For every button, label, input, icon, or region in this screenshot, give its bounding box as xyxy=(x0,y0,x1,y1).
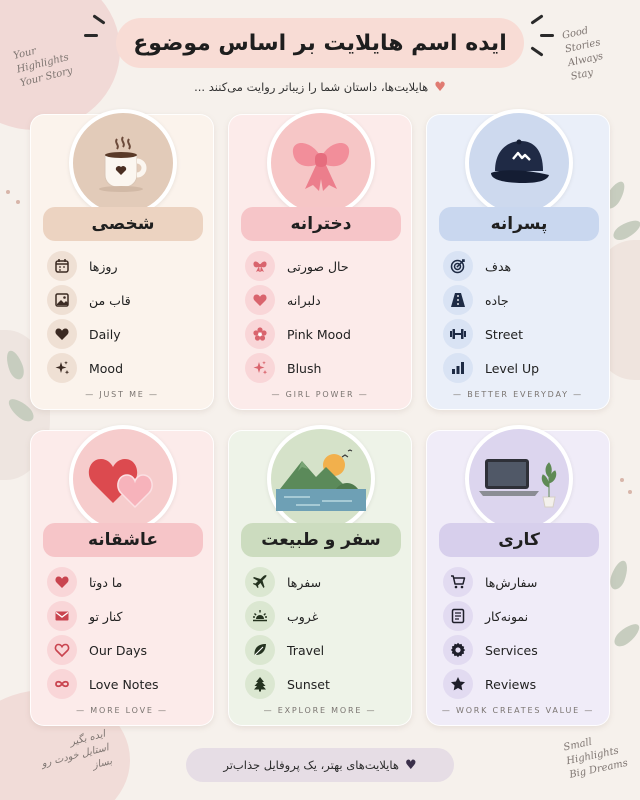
list-item xyxy=(245,317,401,351)
idea-list xyxy=(245,249,401,385)
laptop-plant-icon xyxy=(465,425,573,533)
calendar-icon xyxy=(47,251,77,281)
handwritten-note: Your Highlights Your Story xyxy=(12,45,74,90)
spark-decoration xyxy=(530,14,543,24)
list-item-label: Mood xyxy=(89,360,124,376)
spark-decoration xyxy=(84,34,98,37)
card-footer: — EXPLORE MORE — xyxy=(263,706,377,715)
handwritten-note: Good Stories Always Stay xyxy=(561,25,605,83)
card-work xyxy=(426,430,610,726)
star-icon xyxy=(443,669,473,699)
list-item-label: غروب xyxy=(287,608,319,624)
target-icon xyxy=(443,251,473,281)
handwritten-note: ایده بگیر استایل خودت رو بساز xyxy=(40,728,114,772)
card-title: کاری xyxy=(439,523,599,557)
list-item xyxy=(47,283,203,317)
list-item xyxy=(245,565,401,599)
list-item-label: سفرها xyxy=(287,574,322,590)
bow-icon xyxy=(245,251,275,281)
subtitle-text: هایلایت‌ها، داستان شما را زیباتر روایت می‌کنند ... xyxy=(194,80,429,94)
list-item-label: قاب من xyxy=(89,292,131,308)
list-item-label: جاده xyxy=(485,292,509,308)
road-icon xyxy=(443,285,473,315)
gear-icon xyxy=(443,635,473,665)
card-footer: — JUST ME — xyxy=(85,390,159,399)
pine-tree-icon xyxy=(245,669,275,699)
idea-list xyxy=(443,565,599,701)
card-personal xyxy=(30,114,214,410)
list-item-label: Services xyxy=(485,642,538,658)
list-item-label: Street xyxy=(485,326,523,342)
idea-list xyxy=(47,249,203,385)
list-item-label: Our Days xyxy=(89,642,148,658)
list-item xyxy=(443,249,599,283)
list-item xyxy=(443,317,599,351)
list-item xyxy=(47,633,203,667)
card-title: دخترانه xyxy=(241,207,401,241)
shopping-cart-icon xyxy=(443,567,473,597)
list-item xyxy=(443,667,599,701)
list-item-label: Pink Mood xyxy=(287,326,351,342)
handwritten-note: Small Highlights Big Dreams xyxy=(562,736,629,781)
pink-bow-icon xyxy=(267,109,375,217)
leaf-icon xyxy=(245,635,275,665)
airplane-icon xyxy=(245,567,275,597)
dot-decoration xyxy=(16,200,20,204)
list-item-label: سفارش‌ها xyxy=(485,574,538,590)
envelope-icon xyxy=(47,601,77,631)
list-item-label: Level Up xyxy=(485,360,540,376)
card-footer: — WORK CREATES VALUE — xyxy=(441,706,595,715)
infinity-icon xyxy=(47,669,77,699)
list-item-label: کنار تو xyxy=(89,608,123,624)
card-footer: — GIRL POWER — xyxy=(271,390,369,399)
sunset-icon xyxy=(245,601,275,631)
heart-icon xyxy=(245,285,275,315)
page-title-pill xyxy=(116,18,524,68)
idea-list xyxy=(47,565,203,701)
card-title: پسرانه xyxy=(439,207,599,241)
card-girly xyxy=(228,114,412,410)
leaf-decoration xyxy=(607,559,630,592)
list-item xyxy=(245,283,401,317)
dot-decoration xyxy=(6,190,10,194)
list-item xyxy=(245,599,401,633)
card-title: عاشقانه xyxy=(43,523,203,557)
card-romantic xyxy=(30,430,214,726)
list-item xyxy=(47,249,203,283)
flower-icon xyxy=(245,319,275,349)
bottom-note-pill xyxy=(186,748,454,782)
card-title: شخصی xyxy=(43,207,203,241)
sparkle-icon xyxy=(245,353,275,383)
list-item xyxy=(443,351,599,385)
spark-decoration xyxy=(540,34,554,37)
list-item-label: Daily xyxy=(89,326,121,342)
card-footer: — BETTER EVERYDAY — xyxy=(453,390,583,399)
mountain-landscape-icon xyxy=(267,425,375,533)
list-item-label: روزها xyxy=(89,258,118,274)
sparkle-icon xyxy=(47,353,77,383)
list-item-label: Love Notes xyxy=(89,676,159,692)
list-item xyxy=(245,633,401,667)
heart-icon xyxy=(47,319,77,349)
list-item xyxy=(443,599,599,633)
card-title: سفر و طبیعت xyxy=(241,523,401,557)
list-item xyxy=(47,351,203,385)
dot-decoration xyxy=(620,478,624,482)
two-hearts-icon xyxy=(69,425,177,533)
idea-list xyxy=(245,565,401,701)
list-item-label: Blush xyxy=(287,360,322,376)
baseball-cap-icon xyxy=(465,109,573,217)
list-item-label: Reviews xyxy=(485,676,537,692)
list-item xyxy=(47,565,203,599)
idea-list xyxy=(443,249,599,385)
card-footer: — MORE LOVE — xyxy=(76,706,168,715)
heart-outline-icon xyxy=(47,635,77,665)
page-title: ایده اسم هایلایت بر اساس موضوع xyxy=(133,30,507,56)
list-item-label: ما دوتا xyxy=(89,574,123,590)
card-travel-nature xyxy=(228,430,412,726)
dumbbell-icon xyxy=(443,319,473,349)
card-boyish xyxy=(426,114,610,410)
list-item xyxy=(245,667,401,701)
list-item-label: هدف xyxy=(485,258,512,274)
list-item-label: دلبرانه xyxy=(287,292,321,308)
coffee-cup-icon xyxy=(69,109,177,217)
list-item xyxy=(245,351,401,385)
heart-icon: ♥ xyxy=(434,79,446,95)
list-item-label: نمونه‌کار xyxy=(485,608,529,624)
bottom-note: هایلایت‌های بهتر، یک پروفایل جذاب‌تر xyxy=(223,758,399,772)
list-item xyxy=(443,283,599,317)
list-item-label: Travel xyxy=(287,642,325,658)
list-item xyxy=(47,667,203,701)
picture-frame-icon xyxy=(47,285,77,315)
leaf-decoration xyxy=(611,620,640,650)
list-item xyxy=(443,565,599,599)
document-icon xyxy=(443,601,473,631)
list-item-label: حال صورتی xyxy=(287,258,349,274)
list-item xyxy=(245,249,401,283)
heart-icon: ♥ xyxy=(404,757,417,773)
list-item xyxy=(47,317,203,351)
spark-decoration xyxy=(530,46,543,56)
list-item xyxy=(443,633,599,667)
bar-chart-icon xyxy=(443,353,473,383)
list-item-label: Sunset xyxy=(287,676,330,692)
list-item xyxy=(47,599,203,633)
subtitle xyxy=(160,77,480,97)
dot-decoration xyxy=(628,490,632,494)
heart-icon xyxy=(47,567,77,597)
